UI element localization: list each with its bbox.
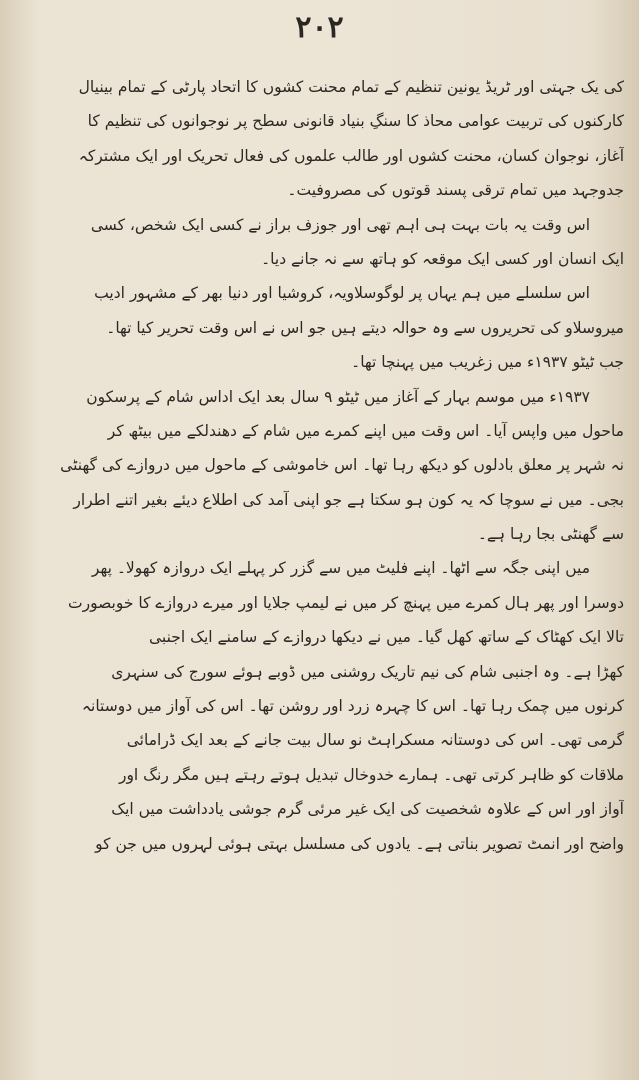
text-line: گرمی تھی۔ اس کی دوستانہ مسکراہٹ نو سال بیت جانے کے بعد ایک ڈرامائی <box>126 731 624 750</box>
text-line: بجی۔ میں نے سوچا کہ یہ کون ہو سکتا ہے جو اپنی آمد کی اطلاع دیئے بغیر اتنے اطرار <box>73 490 624 509</box>
text-line: کارکنوں کی تربیت عوامی محاذ کا سنگِ بنیاد قانونی سطح پر نوجوانوں کی تنظیم کا <box>87 112 624 131</box>
text-line: ایک انسان اور کسی ایک موقعہ کو ہاتھ سے نہ جانے دیا۔ <box>261 249 624 268</box>
text-line: ۱۹۳۷ء میں موسم بہار کے آغاز میں ٹیٹو ۹ سال بعد ایک اداس شام کے پرسکون <box>86 387 590 406</box>
text-line: نہ شہر پر معلق بادلوں کو دیکھ رہا تھا۔ اس خاموشی کے ماحول میں دروازے کی گھنٹی <box>60 456 624 475</box>
text-line: آغاز، نوجوان کسان، محنت کشوں اور طالب علموں کی فعال تحریک اور ایک مشترکہ <box>78 146 624 165</box>
text-line: دوسرا اور پھر ہال کمرے میں پہنچ کر میں نے لیمپ جلایا اور میرے دروازے کا خوبصورت <box>68 593 624 612</box>
text-line: سے گھنٹی بجا رہا ہے۔ <box>477 525 624 544</box>
text-line: کرنوں میں چمک رہا تھا۔ اس کا چہرہ زرد اور روشن تھا۔ اس کی آواز میں دوستانہ <box>81 697 624 716</box>
text-line: کی یک جہتی اور ٹریڈ یونین تنظیم کے تمام محنت کشوں کا اتحاد پارٹی کے تمام بینیال <box>78 78 624 96</box>
text-line: آواز اور اس کے علاوہ شخصیت کی ایک غیر مرئی گرم جوشی یادداشت میں ایک <box>111 800 624 819</box>
page-number: ۲۰۲ <box>295 10 344 45</box>
text-line: میں اپنی جگہ سے اٹھا۔ اپنے فلیٹ میں سے گزر کر پہلے ایک دروازہ کھولا۔ پھر <box>91 559 590 578</box>
text-line: تالا ایک کھٹاک کے ساتھ کھل گیا۔ میں نے دیکھا دروازے کے سامنے ایک اجنبی <box>149 628 624 647</box>
body-text <box>22 70 624 1070</box>
text-line: جدوجہد میں تمام ترقی پسند قوتوں کی مصروفیت۔ <box>287 181 624 200</box>
text-line: اس وقت یہ بات بہت ہی اہم تھی اور جوزف براز نے کسی ایک شخص، کسی <box>90 215 590 234</box>
text-line: جب ٹیٹو ۱۹۳۷ء میں زغریب میں پہنچا تھا۔ <box>351 353 624 372</box>
text-line: اس سلسلے میں ہم یہاں پر لوگوسلاویہ، کروشیا اور دنیا بھر کے مشہور ادیب <box>94 284 590 303</box>
text-line: میروسلاو کی تحریروں سے وہ حوالہ دیتے ہیں جو اس نے اس وقت تحریر کیا تھا۔ <box>106 318 624 337</box>
text-line: ماحول میں واپس آیا۔ اس وقت میں اپنے کمرے میں شام کے دھندلکے میں بیٹھ کر <box>107 421 624 440</box>
text-line: ملاقات کو ظاہر کرتی تھی۔ ہمارے خدوخال تبدیل ہوتے رہتے ہیں مگر رنگ اور <box>118 765 624 784</box>
text-line: کھڑا ہے۔ وہ اجنبی شام کی نیم تاریک روشنی میں ڈوبے ہوئے سورج کی سنہری <box>111 662 624 681</box>
text-line: واضح اور انمٹ تصویر بناتی ہے۔ یادوں کی مسلسل بہتی ہوئی لہروں میں جن کو <box>95 834 624 853</box>
